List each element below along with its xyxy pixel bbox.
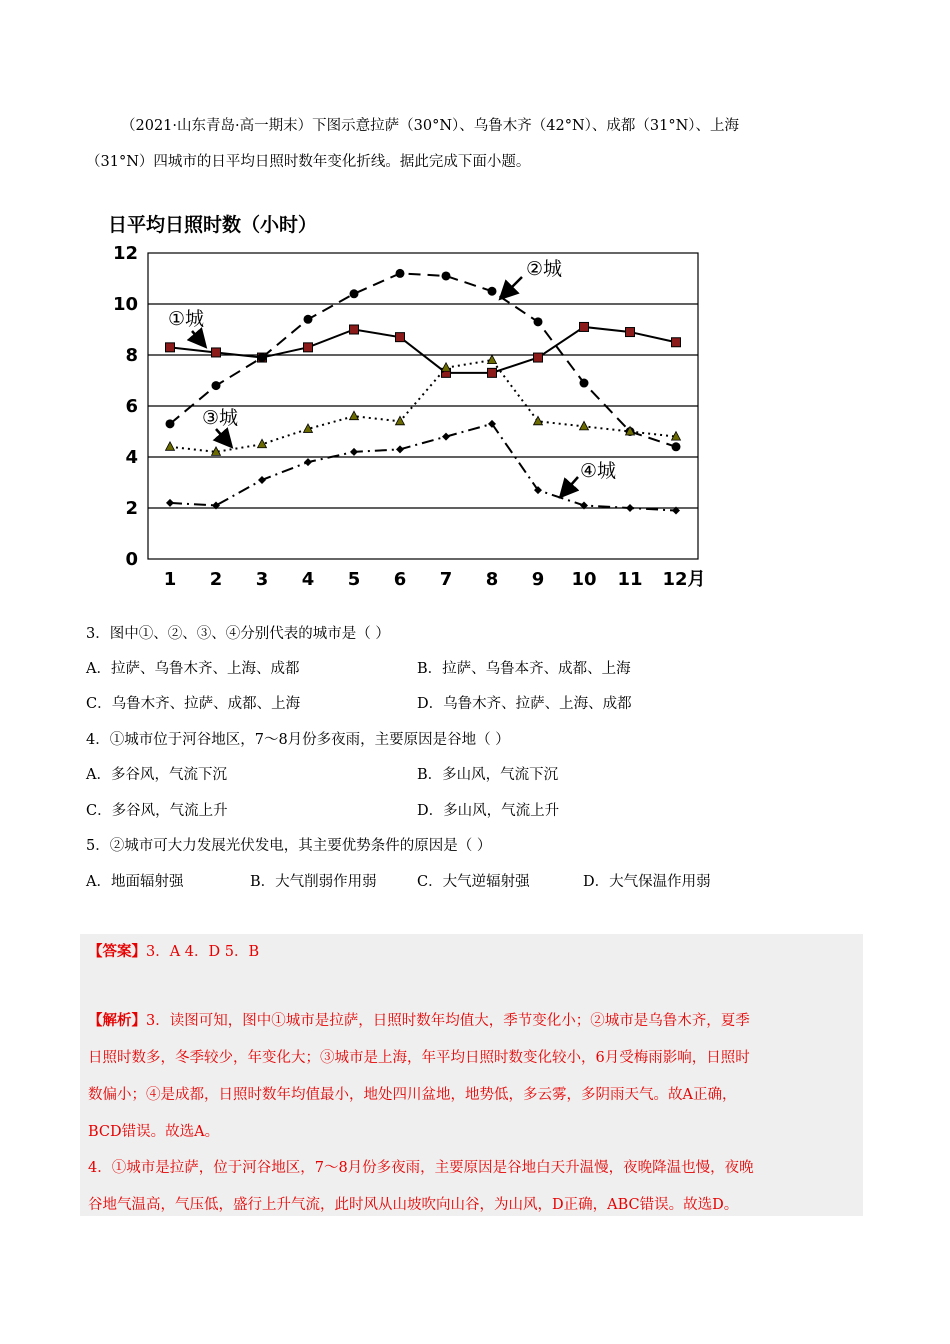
series-1-point-11 (626, 328, 635, 337)
series-2-point-12 (672, 442, 681, 451)
q5-option-d[interactable]: D．大气保温作用弱 (583, 874, 711, 890)
series-4-point-5 (350, 448, 358, 456)
series-2-point-6 (396, 269, 405, 278)
q5-option-c[interactable]: C．大气逆辐射强 (417, 874, 530, 890)
q3-option-c[interactable]: C．乌鲁木齐、拉萨、成都、上海 (86, 696, 301, 712)
q4-option-c[interactable]: C．多谷风，气流上升 (86, 803, 228, 819)
x-tick-label-11: 11 (617, 569, 643, 590)
series-arrow-2 (502, 277, 522, 297)
x-tick-label-2: 2 (209, 569, 223, 590)
y-tick-label-6: 6 (125, 396, 138, 417)
series-4-point-4 (304, 458, 312, 466)
analysis-line-5: 4．①城市是拉萨，位于河谷地区，7～8月份多夜雨，主要原因是谷地白天升温慢，夜晚降温也慢，夜晚 (88, 1160, 754, 1176)
series-4-point-3 (258, 476, 266, 484)
question-4-stem: 4．①城市位于河谷地区，7～8月份多夜雨，主要原因是谷地（ ） (86, 732, 510, 748)
series-1-point-8 (488, 368, 497, 377)
analysis-text-1: 3．读图可知，图中①城市是拉萨，日照时数年均值大，季节变化小；②城市是乌鲁木齐，夏季 (146, 1013, 750, 1029)
series-line-2 (170, 273, 676, 446)
series-1-point-4 (304, 343, 313, 352)
series-4-point-7 (442, 433, 450, 441)
series-arrow-1 (192, 331, 204, 345)
series-2-point-7 (442, 271, 451, 280)
answer-text: 3．A 4．D 5．B (146, 944, 260, 960)
analysis-label: 【解析】 (88, 1012, 146, 1029)
series-1-point-1 (166, 343, 175, 352)
series-label-2: ②城 (526, 258, 563, 280)
series-2-point-8 (488, 287, 497, 296)
q5-option-a[interactable]: A．地面辐射强 (86, 874, 184, 890)
analysis-line-6: 谷地气温高，气压低，盛行上升气流，此时风从山坡吹向山谷，为山风，D正确，ABC错误。故选D。 (88, 1197, 739, 1213)
answer-line (88, 940, 259, 961)
answer-label: 【答案】 (88, 943, 146, 960)
x-tick-label-10: 10 (571, 569, 597, 590)
x-tick-label-9: 9 (531, 569, 545, 590)
y-tick-label-2: 2 (125, 498, 138, 519)
intro-line-2: （31°N）四城市的日平均日照时数年变化折线。据此完成下面小题。 (86, 154, 531, 170)
series-label-3: ③城 (202, 407, 239, 429)
x-tick-label-12: 12月 (662, 569, 706, 590)
q3-option-d[interactable]: D．乌鲁木齐、拉萨、上海、成都 (417, 696, 632, 712)
analysis-line-1 (88, 1009, 750, 1030)
intro-line-1: （2021·山东青岛·高一期末）下图示意拉萨（30°N）、乌鲁木齐（42°N）、成都（31°N）、上海 (121, 118, 740, 134)
x-tick-label-7: 7 (439, 569, 453, 590)
question-5-stem: 5．②城市可大力发展光伏发电，其主要优势条件的原因是（ ） (86, 838, 492, 854)
chart-title: 日平均日照时数（小时） (108, 214, 318, 236)
series-line-1 (170, 327, 676, 373)
sunshine-chart (100, 205, 720, 600)
y-tick-label-4: 4 (125, 447, 138, 468)
series-3-point-10 (580, 421, 589, 430)
y-tick-label-10: 10 (112, 294, 138, 315)
y-tick-label-0: 0 (125, 549, 138, 570)
series-2-point-10 (580, 379, 589, 388)
series-1-point-5 (350, 325, 359, 334)
series-1-point-12 (672, 338, 681, 347)
series-2-point-9 (534, 317, 543, 326)
series-1-point-10 (580, 322, 589, 331)
series-4-point-1 (166, 499, 174, 507)
x-tick-label-4: 4 (301, 569, 315, 590)
series-3-point-1 (166, 442, 175, 451)
x-tick-label-8: 8 (485, 569, 499, 590)
series-3-point-5 (350, 411, 359, 420)
series-2-point-5 (350, 289, 359, 298)
series-2-point-1 (166, 419, 175, 428)
series-1-point-9 (534, 353, 543, 362)
analysis-line-3: 数偏小；④是成都，日照时数年均值最小，地处四川盆地，地势低，多云雾，多阴雨天气。故A正确， (88, 1087, 737, 1103)
y-tick-label-12: 12 (112, 243, 138, 264)
y-tick-label-8: 8 (125, 345, 138, 366)
x-tick-label-6: 6 (393, 569, 407, 590)
series-arrow-4 (562, 477, 578, 495)
series-1-point-6 (396, 333, 405, 342)
analysis-line-2: 日照时数多，冬季较少，年变化大；③城市是上海，年平均日照时数变化较小，6月受梅雨影响，日照时 (88, 1050, 750, 1066)
series-4-point-11 (626, 504, 634, 512)
x-tick-label-1: 1 (163, 569, 177, 590)
series-label-4: ④城 (580, 460, 617, 482)
series-label-1: ①城 (168, 308, 205, 330)
x-tick-label-5: 5 (347, 569, 361, 590)
q4-option-b[interactable]: B．多山风，气流下沉 (417, 767, 559, 783)
q4-option-d[interactable]: D．多山风，气流上升 (417, 803, 560, 819)
q4-option-a[interactable]: A．多谷风，气流下沉 (86, 767, 227, 783)
series-2-point-3 (258, 353, 267, 362)
series-4-point-6 (396, 445, 404, 453)
analysis-line-4: BCD错误。故选A。 (88, 1124, 220, 1140)
series-arrow-3 (216, 429, 230, 445)
series-1-point-2 (212, 348, 221, 357)
question-3-stem: 3．图中①、②、③、④分别代表的城市是（ ） (86, 626, 390, 642)
series-3-point-8 (488, 355, 497, 364)
q3-option-a[interactable]: A．拉萨、乌鲁木齐、上海、成都 (86, 661, 300, 677)
series-2-point-2 (212, 381, 221, 390)
series-3-point-7 (442, 363, 451, 372)
x-tick-label-3: 3 (255, 569, 269, 590)
q5-option-b[interactable]: B．大气削弱作用弱 (250, 874, 377, 890)
intro-paragraph (86, 108, 866, 180)
series-2-point-4 (304, 315, 313, 324)
q3-option-b[interactable]: B．拉萨、乌鲁本齐、成都、上海 (417, 661, 631, 677)
series-3-point-9 (534, 416, 543, 425)
